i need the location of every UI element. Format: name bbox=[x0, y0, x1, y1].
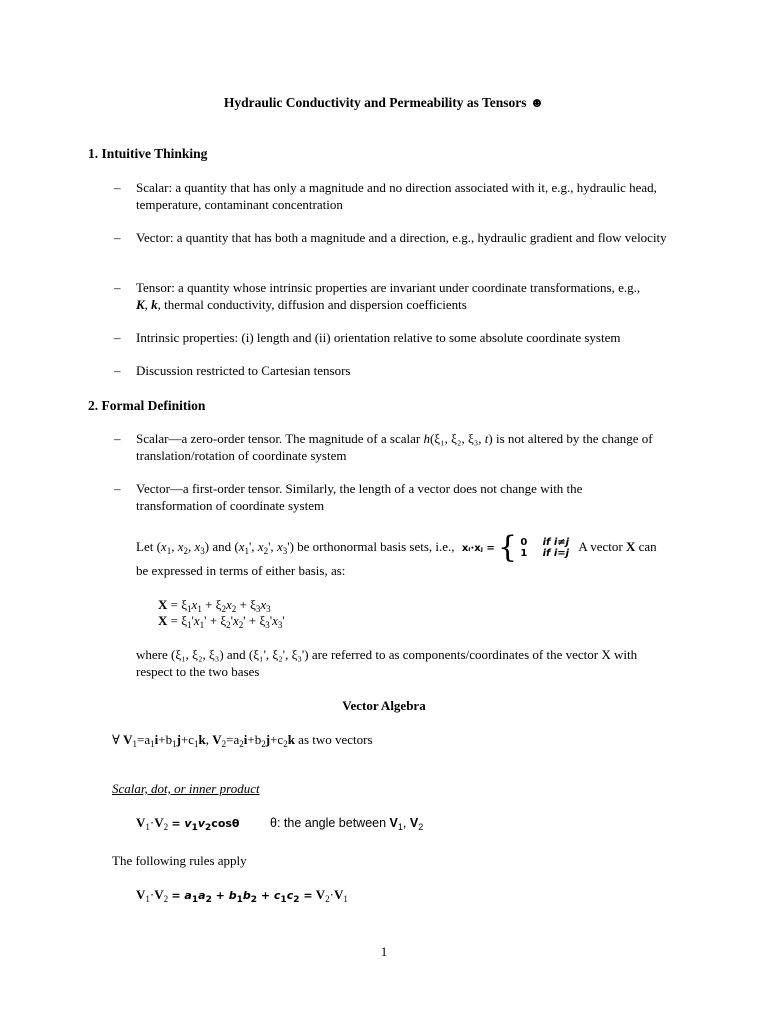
let-text-e: can bbox=[635, 539, 657, 554]
rules-line: The following rules apply bbox=[112, 853, 247, 868]
let-text-d: A vector bbox=[578, 539, 626, 554]
kronecker-values: 0 1 bbox=[520, 537, 528, 560]
scalar-t-symbol: t bbox=[484, 431, 489, 446]
where-line-1: where (ξ₁, ξ₂, ξ₃) and (ξ₁', ξ₂', ξ₃') are referred to as components/coordinates of the vector X with bbox=[136, 647, 638, 662]
forall-line: ∀ $V_1=a_1i+b_1j+c_1k$, $V_2=a_2i+b_2j+c_2k$ as two vectors bbox=[112, 732, 373, 749]
dot-rule-formula: $V_1\cdot V_2 = a_1a_2 + b_1b_2 + c_1c_2 = V_2\cdot V_1$ bbox=[136, 887, 348, 905]
orthonormal-line: Let ($x_1$, $x_2$, $x_3$) and ($x_1'$, $x_2'$, $x_3'$) be orthonormal basis sets, i.e., xᵢ·xⱼ = { 0 1 if i≠j if i=j A vector X can bbox=[136, 530, 657, 566]
bullet-dash: – bbox=[114, 180, 121, 195]
tensor-text-prefix: Tensor: a quantity whose intrinsic properties are invariant under coordinate transformations, e.g., bbox=[136, 280, 641, 295]
section-heading-formal-definition: 2. Formal Definition bbox=[88, 398, 206, 413]
let-text-a: Let ( bbox=[136, 539, 161, 554]
tensor-k-symbol: k bbox=[151, 296, 158, 312]
basis-line: be expressed in terms of either basis, as: bbox=[136, 563, 346, 578]
vector-line-2: transformation of coordinate system bbox=[136, 497, 325, 513]
vector-X-symbol: X bbox=[625, 539, 636, 554]
bullet-text bbox=[136, 431, 686, 464]
bullet-dash: – bbox=[114, 363, 121, 378]
bullet-dash: – bbox=[114, 431, 121, 446]
let-text-b: ) and ( bbox=[204, 539, 239, 554]
vector-line-1: Vector—a first-order tensor. Similarly, the length of a vector does not change with the bbox=[136, 481, 583, 496]
document-title: Hydraulic Conductivity and Permeability as Tensors ☻ bbox=[223, 95, 545, 110]
bullet-text: Vector: a quantity that has both a magnitude and a direction, e.g., hydraulic gradient and flow velocity bbox=[136, 230, 667, 245]
section-heading-intuitive-thinking: 1. Intuitive Thinking bbox=[88, 146, 208, 161]
let-text-c: ) be orthonormal basis sets, i.e., bbox=[289, 539, 455, 554]
bullet-dash: – bbox=[114, 330, 121, 345]
bullet-text bbox=[136, 280, 686, 313]
scalar-h-symbol: h bbox=[423, 431, 430, 446]
tensor-sep: , bbox=[144, 296, 152, 312]
bullet-text: Intrinsic properties: (i) length and (ii) orientation relative to some absolute coordinate system bbox=[136, 330, 621, 345]
theta-note: θ: the angle between $V_1$, $V_2$ bbox=[270, 816, 424, 832]
scalar-text-a: Scalar—a zero-order tensor. The magnitude of a scalar bbox=[136, 431, 424, 446]
page-number: 1 bbox=[380, 944, 388, 959]
tensor-K-symbol: K bbox=[136, 296, 145, 312]
vector-algebra-heading: Vector Algebra bbox=[342, 698, 426, 713]
equation-X-basis-1: $X = \xi_1x_1 + \xi_2x_2 + \xi_3x_3$ bbox=[158, 597, 271, 614]
bullet-dash: – bbox=[114, 230, 121, 245]
bullet-text: Scalar: a quantity that has only a magnitude and no direction associated with it, e.g., hydraulic head, temperature, contaminant concentration bbox=[136, 180, 657, 212]
left-brace: { bbox=[498, 530, 518, 566]
equation-X-basis-2: $X = \xi_1'x_1' + \xi_2'x_2' + \xi_3'x_3'$ bbox=[158, 613, 285, 630]
bullet-dash: – bbox=[114, 280, 121, 295]
tensor-text-suffix: , thermal conductivity, diffusion and dispersion coefficients bbox=[157, 296, 467, 312]
where-line-2: respect to the two bases bbox=[136, 664, 260, 679]
bullet-dash: – bbox=[114, 481, 121, 496]
bullet-text: Discussion restricted to Cartesian tensors bbox=[136, 363, 351, 378]
bullet-text bbox=[136, 481, 686, 514]
scalar-text-b: ) is not altered by the change of translation/rotation of coordinate system bbox=[136, 431, 653, 463]
kronecker-conditions: if i≠j if i=j bbox=[542, 537, 570, 560]
dot-product-heading: Scalar, dot, or inner product bbox=[112, 781, 260, 796]
dot-product-formula: $V_1\cdot V_2 = v_1v_2\cos\theta$ bbox=[136, 815, 240, 833]
scalar-args: (ξ₁, ξ₂, ξ₃, bbox=[429, 431, 485, 446]
kronecker-lhs: xᵢ·xⱼ = bbox=[461, 542, 495, 554]
